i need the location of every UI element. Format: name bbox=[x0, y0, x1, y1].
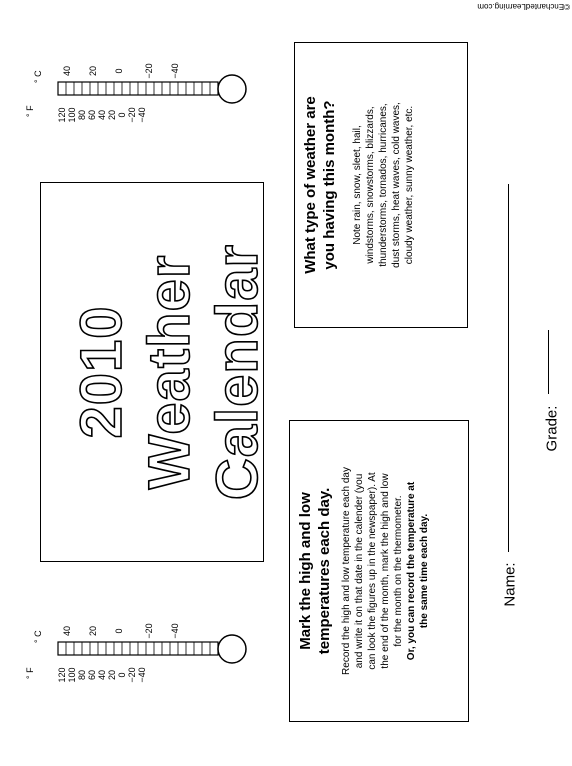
thermo-upper-f-tick: 40 bbox=[97, 110, 107, 121]
weather-body-line: thunderstorms, tornados, hurricanes, bbox=[378, 103, 389, 267]
weather-body bbox=[351, 47, 416, 323]
thermo-lower-f-tick: 40 bbox=[97, 670, 107, 681]
thermo-upper-f-ticks bbox=[52, 60, 72, 220]
thermo-upper-f-tick: 120 bbox=[57, 107, 67, 123]
weather-heading-line2: you having this month? bbox=[321, 100, 338, 270]
thermo-lower-c-unit: ° C bbox=[33, 630, 43, 643]
thermo-lower-f-tick: 0 bbox=[117, 672, 127, 678]
thermo-upper-c-tick: 0 bbox=[114, 68, 124, 74]
thermo-upper-c-unit: ° C bbox=[33, 70, 43, 83]
title-weather: Weather bbox=[137, 254, 202, 490]
thermo-upper-c-tick: −40 bbox=[170, 63, 180, 79]
temperature-heading-line1: Mark the high and low bbox=[297, 492, 314, 650]
thermo-lower-f-tick: 60 bbox=[87, 670, 97, 681]
weather-body-line: dust storms, heat waves, cold waves, bbox=[391, 102, 402, 268]
temperature-heading-line2: temperatures each day. bbox=[316, 487, 333, 655]
temperature-body-line: the end of the month, mark the high and low bbox=[380, 473, 391, 669]
thermo-upper-f-tick: 100 bbox=[67, 107, 77, 123]
thermo-lower-c-tick: 20 bbox=[88, 626, 98, 637]
weather-heading-line1: What type of weather are bbox=[302, 96, 319, 274]
temperature-body-line: and write it on that date in the calender (you bbox=[354, 473, 365, 669]
thermo-lower-f-tick: −40 bbox=[137, 667, 147, 683]
temperature-heading bbox=[296, 425, 334, 717]
thermo-lower-f-tick: 80 bbox=[77, 670, 87, 681]
weather-types-box bbox=[294, 42, 468, 328]
thermo-lower-c-tick: 0 bbox=[114, 628, 124, 634]
temperature-body-line: Record the high and low temperature each day bbox=[341, 467, 352, 675]
temperature-bold-line: Or, you can record the temperature at bbox=[406, 481, 417, 661]
thermo-upper-f-tick: 20 bbox=[107, 110, 117, 121]
temperature-instructions-box bbox=[289, 420, 469, 722]
name-line[interactable] bbox=[508, 184, 509, 552]
thermo-upper-f-tick: 0 bbox=[117, 112, 127, 118]
thermo-upper-f-tick: 80 bbox=[77, 110, 87, 121]
thermo-lower-f-tick: 120 bbox=[57, 667, 67, 683]
thermo-upper-c-tick: −20 bbox=[144, 63, 154, 79]
title-year: 2010 bbox=[69, 305, 134, 439]
copyright-credit: ©EnchantedLearning.com bbox=[477, 2, 570, 11]
thermo-lower-c-tick: −20 bbox=[144, 623, 154, 639]
temperature-body-line: can look the figures up in the newspaper). At bbox=[367, 472, 378, 670]
grade-label: Grade: bbox=[543, 405, 561, 452]
temperature-instructions-content bbox=[290, 421, 468, 721]
thermo-lower-f-tick: 20 bbox=[107, 670, 117, 681]
thermo-lower-f-tick: −20 bbox=[127, 667, 137, 683]
thermo-upper-f-unit: ° F bbox=[25, 105, 35, 117]
title-calendar: Calendar bbox=[205, 243, 270, 501]
thermo-upper-c-tick: 40 bbox=[62, 66, 72, 77]
weather-body-line: windstorms, snowstorms, blizzards, bbox=[365, 106, 376, 264]
weather-body-line: Note rain, snow, sleet, hail, bbox=[352, 125, 363, 245]
calendar-title-box bbox=[40, 182, 270, 562]
weather-heading bbox=[301, 47, 339, 323]
temperature-bold-line: the same time each day. bbox=[419, 513, 430, 629]
thermo-upper-f-tick: 60 bbox=[87, 110, 97, 121]
thermo-lower-c-tick: 40 bbox=[62, 626, 72, 637]
weather-body-line: cloudy weather, sunny weather, etc. bbox=[404, 105, 415, 265]
thermo-lower-f-tick: 100 bbox=[67, 667, 77, 683]
temperature-body-line: for the month on the thermometer. bbox=[393, 495, 404, 647]
name-label: Name: bbox=[501, 562, 519, 607]
thermo-lower-c-tick: −40 bbox=[170, 623, 180, 639]
thermo-lower-f-unit: ° F bbox=[25, 667, 35, 679]
thermo-upper-c-tick: 20 bbox=[88, 66, 98, 77]
temperature-body bbox=[340, 425, 431, 717]
weather-types-content bbox=[295, 43, 467, 327]
thermo-upper-f-tick: −40 bbox=[137, 107, 147, 123]
thermo-upper-f-tick: −20 bbox=[127, 107, 137, 123]
grade-line[interactable] bbox=[548, 330, 549, 394]
